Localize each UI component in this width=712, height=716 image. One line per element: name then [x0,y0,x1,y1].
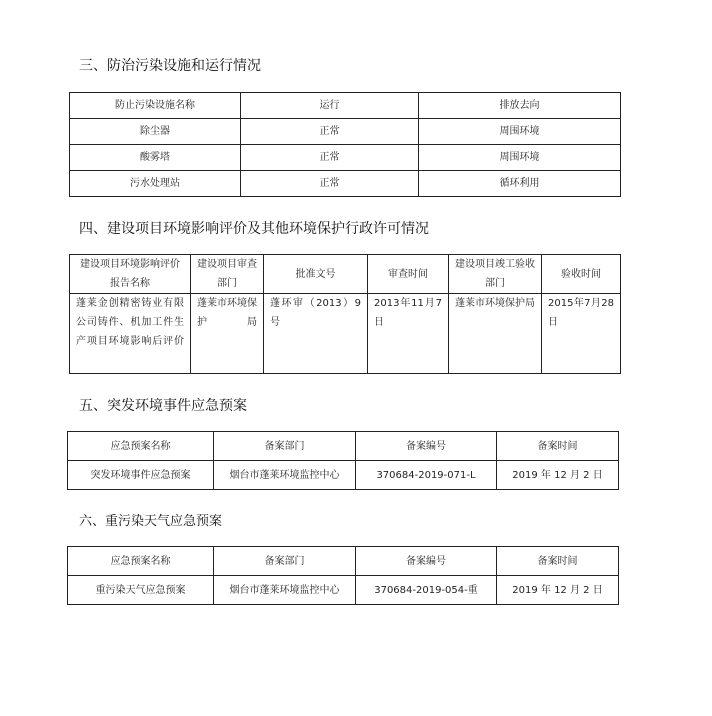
table-header-row [68,547,619,576]
header-cell: 备案部门 [214,547,356,576]
table-cell: 蓬环审（2013）9号 [264,294,368,374]
header-cell: 应急预案名称 [68,432,214,461]
table-cell: 正常 [241,119,419,145]
section-3-heading: 三、防治污染设施和运行情况 [79,58,261,74]
table-cell: 循环利用 [419,171,621,197]
header-cell: 运行 [241,93,419,119]
header-cell: 备案部门 [214,432,356,461]
table-header-row [68,432,619,461]
table-cell: 周围环境 [419,119,621,145]
table-cell: 正常 [241,145,419,171]
table-cell: 重污染天气应急预案 [68,576,214,605]
section-4-heading: 四、建设项目环境影响评价及其他环境保护行政许可情况 [79,221,429,237]
table-cell: 2015年7月28日 [542,294,621,374]
table-cell: 正常 [241,171,419,197]
table-cell: 2013年11月7日 [368,294,449,374]
header-cell: 建设项目环境影响评价报告名称 [70,255,191,294]
table-row [70,294,621,374]
table-cell: 周围环境 [419,145,621,171]
table-row [70,145,621,171]
header-cell: 建设项目竣工验收部门 [449,255,542,294]
heavy-pollution-plan-table [67,546,619,605]
table-row [70,119,621,145]
table-cell: 突发环境事件应急预案 [68,461,214,490]
table-row [68,576,619,605]
header-cell: 备案时间 [497,547,619,576]
table-cell: 蓬莱市环境保护局 [191,294,264,374]
table-cell: 烟台市蓬莱环境监控中心 [214,576,356,605]
table-cell: 烟台市蓬莱环境监控中心 [214,461,356,490]
header-cell: 备案编号 [356,432,497,461]
table-cell: 蓬莱金创精密铸业有限公司铸件、机加工件生产项目环境影响后评价 [70,294,191,374]
table-cell: 蓬莱市环境保护局 [449,294,542,374]
table-row [68,461,619,490]
table-header-row [70,93,621,119]
table-cell: 2019 年 12 月 2 日 [497,576,619,605]
header-cell: 建设项目审查部门 [191,255,264,294]
section-5-heading: 五、突发环境事件应急预案 [79,398,247,414]
section-6-heading: 六、重污染天气应急预案 [79,514,223,529]
header-cell: 验收时间 [542,255,621,294]
header-cell: 排放去向 [419,93,621,119]
table-header-row [70,255,621,294]
table-cell: 污水处理站 [70,171,241,197]
emergency-plan-table [67,431,619,490]
header-cell: 批准文号 [264,255,368,294]
eia-permits-table [69,254,621,374]
table-cell: 370684-2019-054-重 [356,576,497,605]
table-row [70,171,621,197]
table-cell: 2019 年 12 月 2 日 [497,461,619,490]
header-cell: 备案编号 [356,547,497,576]
table-cell: 除尘器 [70,119,241,145]
header-cell: 应急预案名称 [68,547,214,576]
header-cell: 防止污染设施名称 [70,93,241,119]
pollution-facilities-table [69,92,621,197]
header-cell: 备案时间 [497,432,619,461]
header-cell: 审查时间 [368,255,449,294]
table-cell: 酸雾塔 [70,145,241,171]
table-cell: 370684-2019-071-L [356,461,497,490]
